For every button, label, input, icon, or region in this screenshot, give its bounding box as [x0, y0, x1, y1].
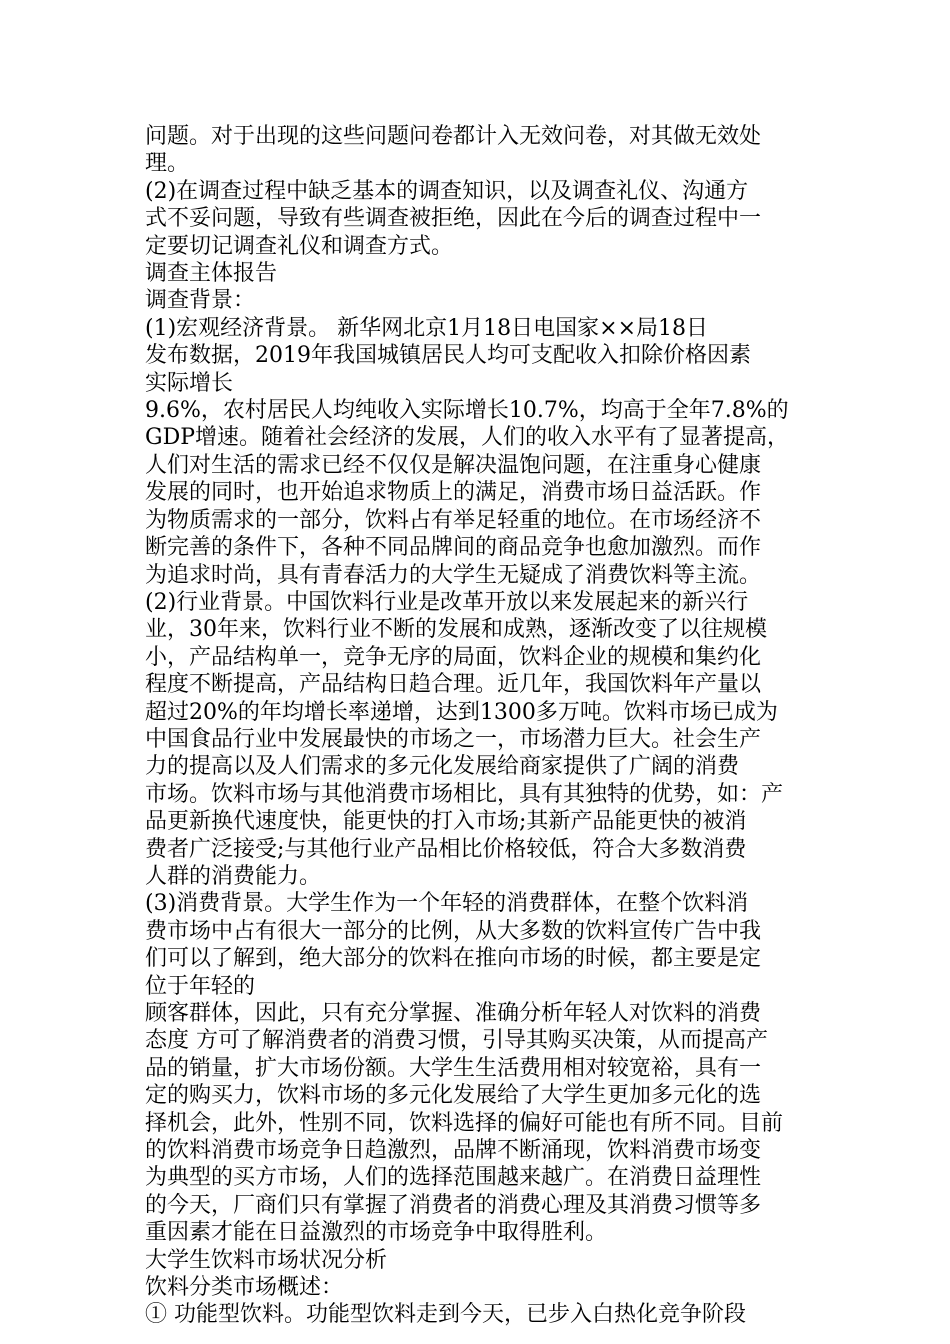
text-line: 中国食品行业中发展最快的市场之一，市场潜力巨大。社会生产	[145, 726, 762, 752]
text-line: 重因素才能在日益激烈的市场竞争中取得胜利。	[145, 1220, 608, 1246]
text-line: 位于年轻的	[145, 973, 256, 999]
text-line: 定的购买力，饮料市场的多元化发展给了大学生更加多元化的选	[145, 1083, 762, 1109]
text-line: 为典型的买方市场，人们的选择范围越来越广。在消费日益理性	[145, 1165, 762, 1191]
text-line: (2)在调查过程中缺乏基本的调查知识，以及调查礼仪、沟通方	[145, 178, 749, 204]
text-line: 的今天，厂商们只有掌握了消费者的消费心理及其消费习惯等多	[145, 1192, 762, 1218]
text-line: 问题。对于出现的这些问题问卷都计入无效问卷，对其做无效处	[145, 124, 762, 149]
text-line: 发布数据，2019年我国城镇居民人均可支配收入扣除价格因素	[145, 343, 751, 369]
text-line: 为追求时尚，具有青春活力的大学生无疑成了消费饮料等主流。	[145, 562, 762, 588]
text-line: 人们对生活的需求已经不仅仅是解决温饱问题，在注重身心健康	[145, 452, 762, 478]
text-line: 业，30年来，饮料行业不断的发展和成熟，逐渐改变了以往规模	[145, 617, 767, 643]
text-line: 顾客群体，因此，只有充分掌握、准确分析年轻人对饮料的消费	[145, 1001, 762, 1026]
text-line: 费者广泛接受;与其他行业产品相比价格较低，符合大多数消费	[145, 836, 747, 862]
section-heading: 调查背景：	[145, 288, 256, 314]
text-line: 们可以了解到，绝大部分的饮料在推向市场的时候，都主要是定	[145, 946, 762, 972]
text-line: 为物质需求的一部分，饮料占有举足轻重的地位。在市场经济不	[145, 507, 762, 533]
text-line: 态度 方可了解消费者的消费习惯，引导其购买决策，从而提高产	[145, 1028, 768, 1054]
text-line: 9.6%，农村居民人均纯收入实际增长10.7%，均高于全年7.8%的	[145, 398, 789, 424]
text-line: (1)宏观经济背景。 新华网北京1月18日电国家××局18日	[145, 315, 709, 341]
text-line: 式不妥问题，导致有些调查被拒绝，因此在今后的调查过程中一	[145, 206, 762, 232]
text-line: 断完善的条件下，各种不同品牌间的商品竞争也愈加激烈。而作	[145, 535, 762, 561]
text-line: 择机会，此外，性别不同，饮料选择的偏好可能也有所不同。目前	[145, 1110, 784, 1136]
section-heading: 调查主体报告	[145, 261, 278, 287]
section-heading: 饮料分类市场概述：	[145, 1275, 344, 1301]
text-line: 品的销量，扩大市场份额。大学生生活费用相对较宽裕，具有一	[145, 1055, 762, 1081]
text-line: 定要切记调查礼仪和调查方式。	[145, 233, 454, 259]
text-line: 理。	[145, 151, 190, 177]
text-line: 小，产品结构单一，竞争无序的局面，饮料企业的规模和集约化	[145, 644, 762, 670]
text-line: 力的提高以及人们需求的多元化发展给商家提供了广阔的消费	[145, 754, 740, 780]
text-line: 发展的同时，也开始追求物质上的满足，消费市场日益活跃。作	[145, 480, 762, 506]
document-body	[145, 123, 815, 1329]
text-line: (3)消费背景。大学生作为一个年轻的消费群体，在整个饮料消	[145, 891, 749, 917]
text-line: 人群的消费能力。	[145, 863, 322, 889]
text-line: 实际增长	[145, 370, 234, 396]
text-line: 的饮料消费市场竞争日趋激烈，品牌不断涌现，饮料消费市场变	[145, 1138, 762, 1164]
section-heading: 大学生饮料市场状况分析	[145, 1247, 388, 1273]
text-line: 品更新换代速度快，能更快的打入市场;其新产品能更快的被消	[145, 809, 747, 835]
text-line: (2)行业背景。中国饮料行业是改革开放以来发展起来的新兴行	[145, 589, 749, 615]
text-line: 超过20%的年均增长率递增，达到1300多万吨。饮料市场已成为	[145, 699, 778, 725]
text-line: 程度不断提高，产品结构日趋合理。近几年，我国饮料年产量以	[145, 672, 762, 698]
text-line: 费市场中占有很大一部分的比例，从大多数的饮料宣传广告中我	[145, 918, 762, 944]
text-line: 市场。饮料市场与其他消费市场相比，具有其独特的优势，如：产	[145, 781, 784, 807]
text-line: GDP增速。随着社会经济的发展，人们的收入水平有了显著提高，	[145, 425, 790, 451]
text-line: ① 功能型饮料。功能型饮料走到今天，已步入白热化竞争阶段	[145, 1302, 746, 1328]
